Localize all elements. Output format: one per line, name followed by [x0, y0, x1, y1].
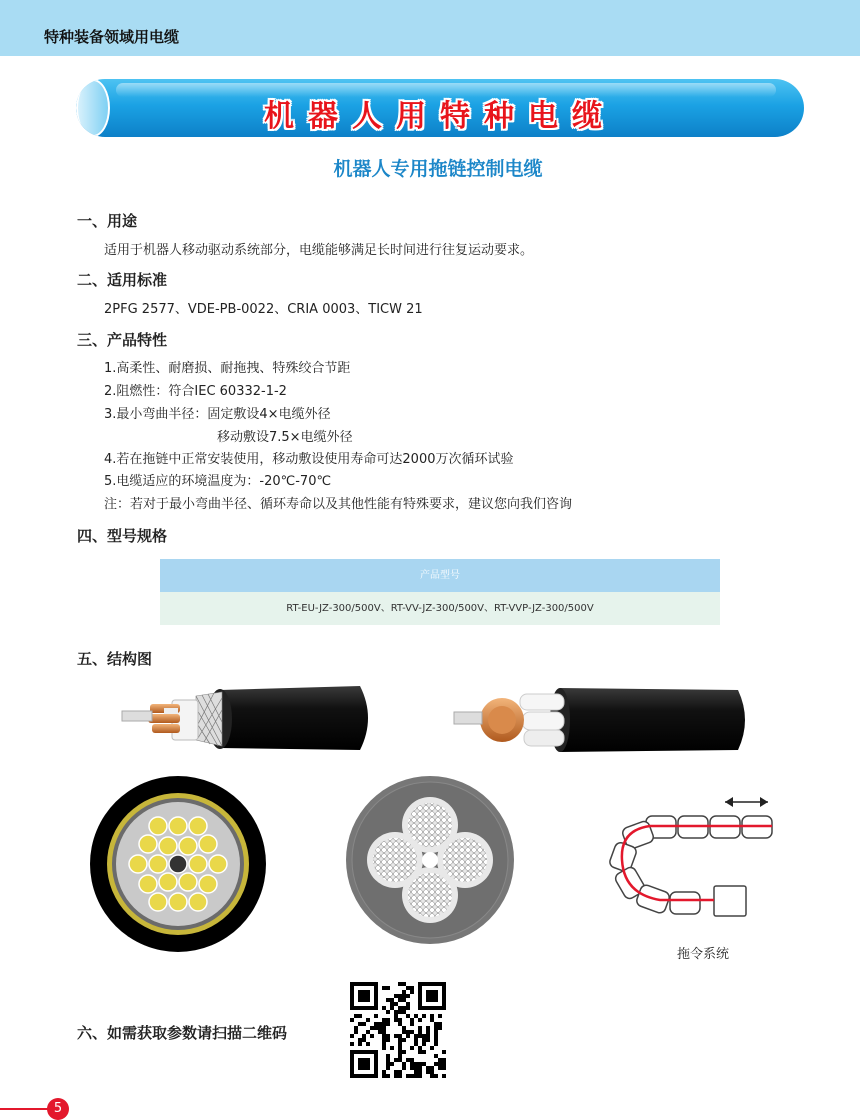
- feature-item: 3.最小弯曲半径：固定敷设4×电缆外径: [104, 407, 331, 422]
- feature-item: 2.阻燃性：符合IEC 60332-1-2: [104, 384, 287, 399]
- cable-image-unshielded: [450, 680, 750, 760]
- usage-heading: 一、用途: [77, 212, 138, 230]
- drag-chain-diagram: [600, 790, 800, 920]
- page-number: 5: [47, 1098, 69, 1120]
- feature-item: 1.高柔性、耐磨损、耐拖拽、特殊绞合节距: [104, 361, 351, 376]
- feature-note: 注：若对于最小弯曲半径、循环寿命以及其他性能有特殊要求，建议您向我们咨询: [104, 497, 573, 512]
- usage-text: 适用于机器人移动驱动系统部分，电缆能够满足长时间进行往复运动要求。: [104, 243, 534, 258]
- model-table-header: 产品型号: [160, 559, 720, 592]
- feature-item: 4.若在拖链中正常安装使用，移动敷设使用寿命可达2000万次循环试验: [104, 452, 514, 467]
- standards-heading: 二、适用标准: [77, 271, 168, 289]
- qr-code-icon[interactable]: [350, 982, 446, 1078]
- banner-title: 机器人用特种电缆: [264, 99, 616, 134]
- model-table: [160, 559, 720, 625]
- feature-item: 5.电缆适应的环境温度为：-20℃-70℃: [104, 474, 332, 489]
- cross-section-four-core: [345, 775, 515, 945]
- cross-section-shielded: [88, 774, 268, 954]
- features-heading: 三、产品特性: [77, 331, 168, 349]
- title-banner: [76, 79, 804, 137]
- cable-image-shielded: [110, 678, 380, 758]
- product-subtitle: 机器人专用拖链控制电缆: [333, 158, 543, 180]
- drag-chain-label: 拖令系统: [677, 947, 730, 962]
- standards-text: 2PFG 2577、VDE-PB-0022、CRIA 0003、TICW 21: [104, 302, 423, 317]
- top-bar: [0, 0, 860, 56]
- page-number-line: [0, 1108, 48, 1110]
- double-arrow-icon: [725, 797, 768, 807]
- structure-heading: 五、结构图: [77, 650, 153, 668]
- models-heading: 四、型号规格: [77, 527, 168, 545]
- qr-heading: 六、如需获取参数请扫描二维码: [77, 1024, 288, 1042]
- feature-item: 移动敷设7.5×电缆外径: [217, 430, 353, 445]
- section-title: 特种装备领域用电缆: [44, 28, 180, 46]
- model-table-row: RT-EU-JZ-300/500V、RT-VV-JZ-300/500V、RT-VVP-JZ-300/500V: [160, 592, 720, 625]
